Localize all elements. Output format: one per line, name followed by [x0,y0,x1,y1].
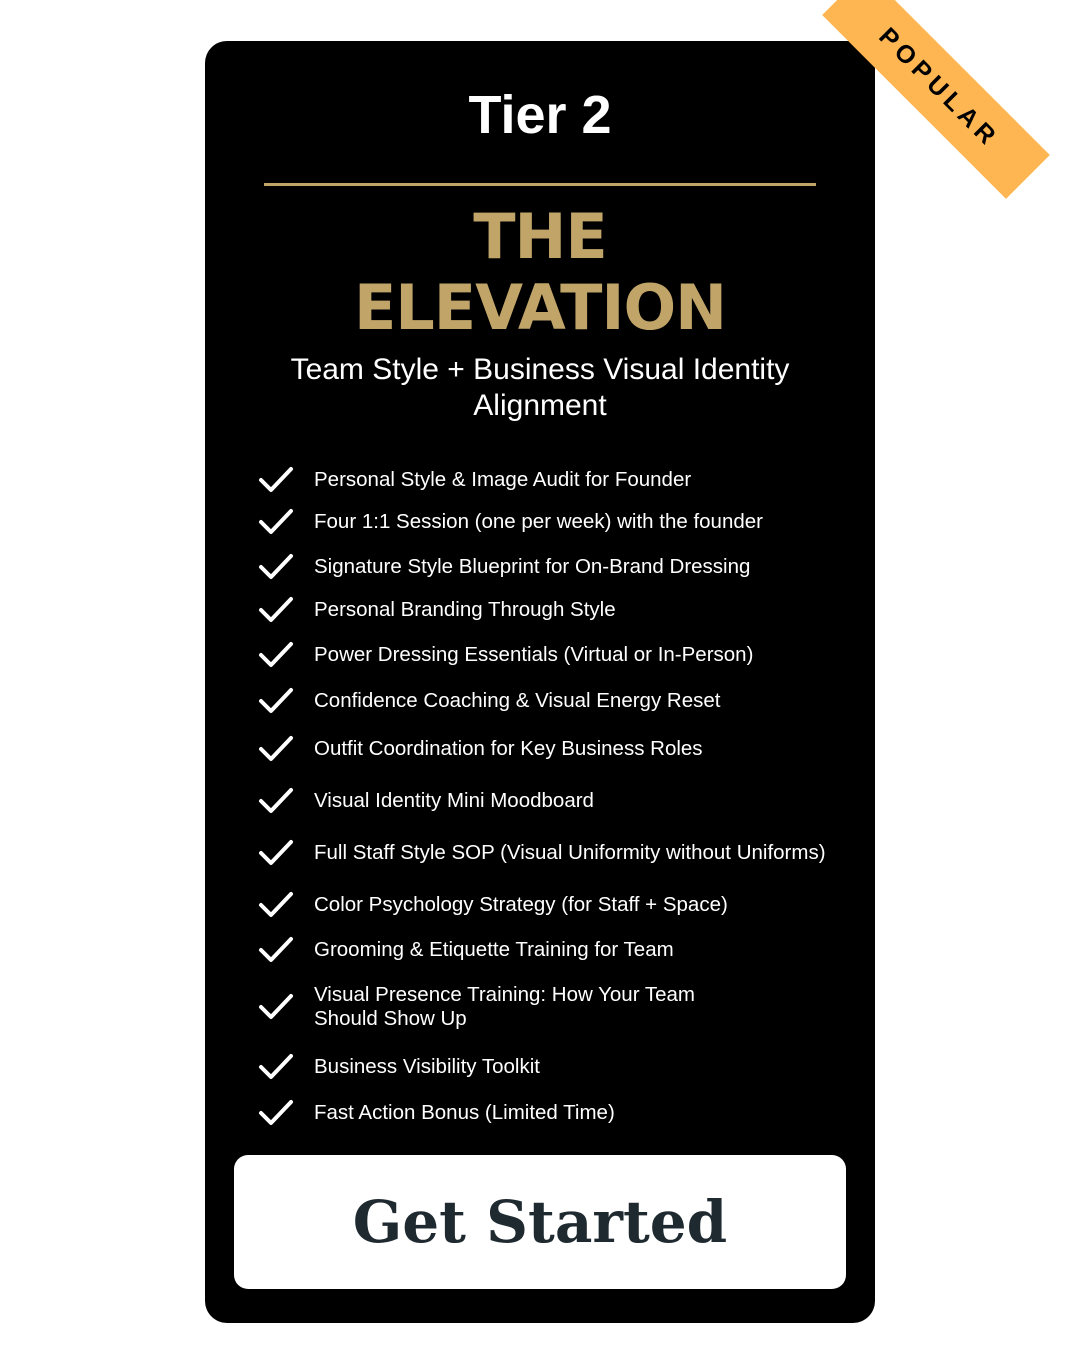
check-icon [258,890,294,920]
feature-text: Personal Style & Image Audit for Founder [314,468,692,491]
feature-item [258,507,763,537]
feature-text: Visual Identity Mini Moodboard [314,789,594,812]
check-icon [258,465,294,495]
feature-item [258,838,826,868]
feature-text: Grooming & Etiquette Training for Team [314,938,674,961]
feature-text: Power Dressing Essentials (Virtual or In-Person) [314,643,754,666]
get-started-button[interactable] [234,1155,846,1289]
feature-item [258,686,720,716]
get-started-label: Get Started [352,1188,728,1256]
check-icon [258,1098,294,1128]
feature-text: Confidence Coaching & Visual Energy Reset [314,689,721,712]
feature-item [258,1098,615,1128]
pricing-card [205,21,1005,1323]
feature-text: Signature Style Blueprint for On-Brand Dressing [314,555,751,578]
feature-text: Color Psychology Strategy (for Staff + Space) [314,893,728,916]
check-icon [258,734,294,764]
check-icon [258,838,294,868]
check-icon [258,686,294,716]
check-icon [258,786,294,816]
check-icon [258,1052,294,1082]
feature-text: Four 1:1 Session (one per week) with the founder [314,510,763,533]
feature-item [258,734,703,764]
plan-subtitle-line-1: Team Style + Business Visual Identity [290,353,790,386]
plan-title-line-2: ELEVATION [353,271,727,344]
feature-item [258,983,695,1031]
check-icon [258,552,294,582]
feature-list [205,41,875,1323]
check-icon [258,640,294,670]
feature-text: Personal Branding Through Style [314,598,616,621]
feature-item [258,786,594,816]
feature-item [258,890,728,920]
check-icon [258,935,294,965]
feature-text: Outfit Coordination for Key Business Roles [314,737,703,760]
feature-item [258,640,753,670]
plan-subtitle-line-2: Alignment [473,389,607,422]
feature-item [258,1052,540,1082]
check-icon [258,595,294,625]
plan-title-line-1: THE [473,200,607,273]
feature-item [258,552,750,582]
tier-label: Tier 2 [468,85,612,145]
feature-item [258,595,616,625]
check-icon [258,992,294,1022]
feature-text: Visual Presence Training: How Your Team Should Show Up [314,983,695,1030]
feature-text: Business Visibility Toolkit [314,1055,540,1078]
feature-text: Fast Action Bonus (Limited Time) [314,1101,615,1124]
popular-ribbon-label: POPULAR [873,21,1005,153]
feature-item [258,935,674,965]
check-icon [258,507,294,537]
feature-text: Full Staff Style SOP (Visual Uniformity without Uniforms) [314,841,826,864]
feature-item [258,465,691,495]
